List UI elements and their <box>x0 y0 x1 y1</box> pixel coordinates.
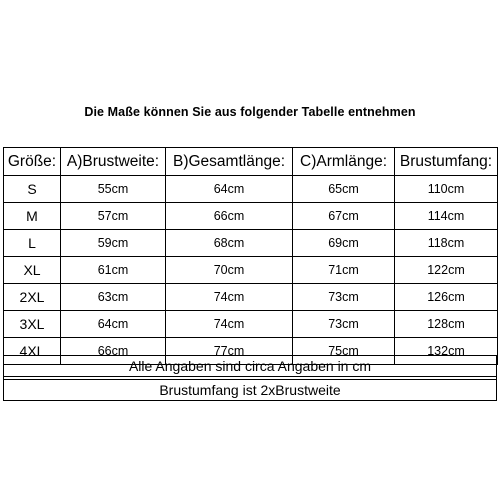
sleeve-length-cell: 73cm <box>293 284 395 311</box>
total-length-cell: 74cm <box>166 311 293 338</box>
total-length-cell: 74cm <box>166 284 293 311</box>
size-cell: 3XL <box>4 311 61 338</box>
chest-circumference-cell: 132cm <box>395 338 498 365</box>
size-cell: M <box>4 203 61 230</box>
sleeve-length-cell: 75cm <box>293 338 395 365</box>
formula-note: Brustumfang ist 2xBrustweite <box>4 380 497 401</box>
sleeve-length-cell: 67cm <box>293 203 395 230</box>
chest-width-cell: 64cm <box>61 311 166 338</box>
page-title: Die Maße können Sie aus folgender Tabelle entnehmen <box>84 105 416 119</box>
table-row <box>4 257 498 284</box>
table-header-row <box>4 148 498 176</box>
chest-width-cell: 63cm <box>61 284 166 311</box>
total-length-cell: 64cm <box>166 176 293 203</box>
chest-circumference-cell: 128cm <box>395 311 498 338</box>
table-row <box>4 230 498 257</box>
chest-circumference-cell: 122cm <box>395 257 498 284</box>
total-length-cell: 70cm <box>166 257 293 284</box>
chest-width-cell: 55cm <box>61 176 166 203</box>
header-chest-circumference: Brustumfang: <box>395 148 498 176</box>
note-row <box>4 380 497 401</box>
size-cell: S <box>4 176 61 203</box>
size-cell: XL <box>4 257 61 284</box>
header-sleeve-length: C)Armlänge: <box>293 148 395 176</box>
chest-circumference-cell: 110cm <box>395 176 498 203</box>
size-cell: 2XL <box>4 284 61 311</box>
header-chest-width: A)Brustweite: <box>61 148 166 176</box>
total-length-cell: 77cm <box>166 338 293 365</box>
total-length-cell: 68cm <box>166 230 293 257</box>
table-row <box>4 284 498 311</box>
chest-width-cell: 66cm <box>61 338 166 365</box>
chest-circumference-cell: 126cm <box>395 284 498 311</box>
chest-width-cell: 59cm <box>61 230 166 257</box>
notes-table <box>3 355 497 401</box>
sleeve-length-cell: 69cm <box>293 230 395 257</box>
note-row <box>4 356 497 377</box>
sleeve-length-cell: 65cm <box>293 176 395 203</box>
chest-width-cell: 61cm <box>61 257 166 284</box>
sleeve-length-cell: 73cm <box>293 311 395 338</box>
header-total-length: B)Gesamtlänge: <box>166 148 293 176</box>
approximate-note: Alle Angaben sind circa Angaben in cm <box>4 356 497 377</box>
table-row <box>4 311 498 338</box>
sleeve-length-cell: 71cm <box>293 257 395 284</box>
chest-circumference-cell: 114cm <box>395 203 498 230</box>
chest-circumference-cell: 118cm <box>395 230 498 257</box>
total-length-cell: 66cm <box>166 203 293 230</box>
header-size: Größe: <box>4 148 61 176</box>
table-row <box>4 176 498 203</box>
size-cell: L <box>4 230 61 257</box>
size-cell: 4XL <box>4 338 61 365</box>
chest-width-cell: 57cm <box>61 203 166 230</box>
size-chart-table <box>3 147 498 365</box>
table-row <box>4 203 498 230</box>
